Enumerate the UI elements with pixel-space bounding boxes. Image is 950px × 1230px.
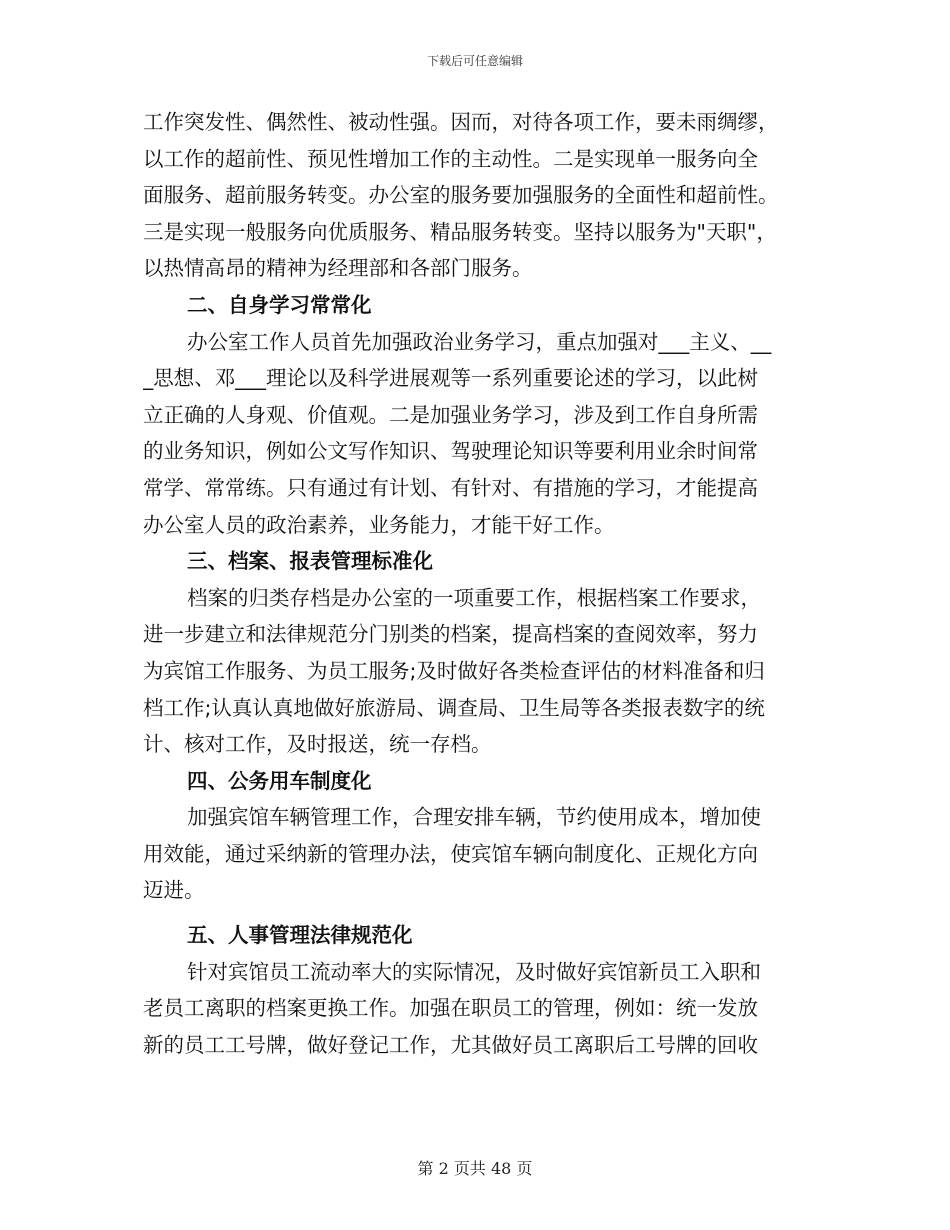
text-line: 用效能，通过采纳新的管理办法，使宾馆车辆向制度化、正规化方向 — [143, 841, 758, 866]
text-line: 进一步建立和法律规范分门别类的档案，提高档案的查阅效率，努力 — [143, 622, 758, 647]
text-line: 的业务知识，例如公文写作知识、驾驶理论知识等要利用业余时间常 — [143, 439, 758, 464]
text-line: 面服务、超前服务转变。办公室的服务要加强服务的全面性和超前性。 — [143, 183, 779, 208]
section-heading: 五、人事管理法律规范化 — [187, 923, 413, 948]
text-line: 办公室人员的政治素养，业务能力，才能干好工作。 — [143, 512, 615, 537]
page-header: 下载后可任意编辑 — [426, 54, 523, 68]
text-line: _思想、邓___理论以及科学进展观等一系列重要论述的学习，以此树 — [143, 366, 758, 391]
text-line: 迈进。 — [143, 878, 205, 903]
text-line: 新的员工工号牌，做好登记工作，尤其做好员工离职后工号牌的回收 — [143, 1032, 758, 1057]
text-line: 立正确的人身观、价值观。二是加强业务学习，涉及到工作自身所需 — [143, 402, 758, 427]
text-line: 针对宾馆员工流动率大的实际情况，及时做好宾馆新员工入职和 — [187, 959, 761, 984]
text-line: 档工作;认真认真地做好旅游局、调查局、卫生局等各类报表数字的统 — [143, 695, 765, 720]
document-body — [143, 104, 809, 1063]
text-line: 办公室工作人员首先加强政治业务学习，重点加强对___主义、__ — [187, 329, 772, 354]
text-line: 加强宾馆车辆管理工作，合理安排车辆，节约使用成本，增加使 — [187, 805, 761, 830]
text-line: 三是实现一般服务向优质服务、精品服务转变。坚持以服务为"天职"， — [143, 219, 777, 244]
page-number: 第 2 页共 48 页 — [417, 1159, 533, 1178]
text-line: 为宾馆工作服务、为员工服务;及时做好各类检查评估的材料准备和归 — [143, 658, 765, 683]
section-heading: 四、公务用车制度化 — [187, 768, 372, 793]
text-line: 工作突发性、偶然性、被动性强。因而，对待各项工作，要未雨绸缪， — [143, 110, 779, 134]
paragraph-spacer — [143, 909, 809, 917]
text-line: 常学、常常练。只有通过有计划、有针对、有措施的学习，才能提高 — [143, 475, 758, 500]
section-heading: 三、档案、报表管理标准化 — [187, 549, 433, 574]
section-heading: 二、自身学习常常化 — [187, 292, 372, 317]
text-line: 以热情高昂的精神为经理部和各部门服务。 — [143, 256, 533, 281]
text-line: 计、核对工作，及时报送，统一存档。 — [143, 732, 492, 757]
text-line: 以工作的超前性、预见性增加工作的主动性。二是实现单一服务向全 — [143, 146, 758, 171]
text-line: 老员工离职的档案更换工作。加强在职员工的管理，例如：统一发放 — [143, 996, 758, 1021]
text-line: 档案的归类存档是办公室的一项重要工作，根据档案工作要求， — [187, 585, 761, 610]
